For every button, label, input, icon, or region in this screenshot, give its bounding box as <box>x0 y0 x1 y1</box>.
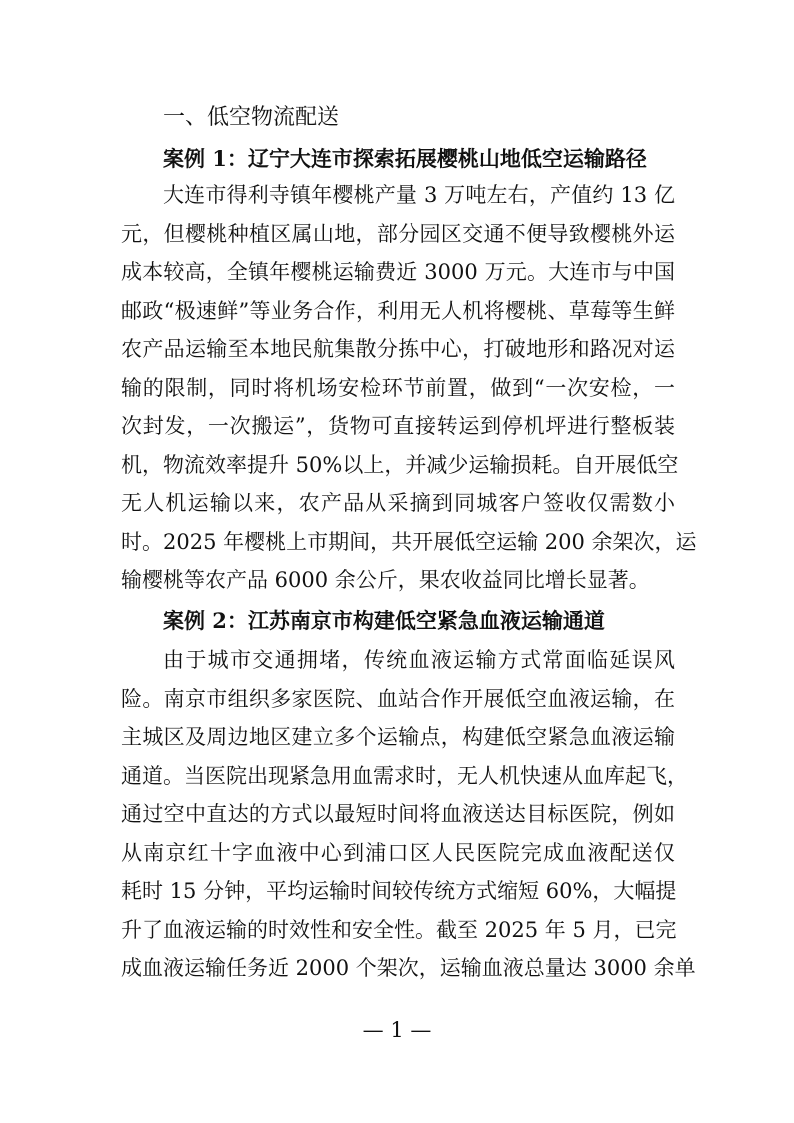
case-1-line: 成本较高，全镇年樱桃运输费近 3000 万元。大连市与中国 <box>121 260 675 284</box>
case-2-title: 案例 2：江苏南京市构建低空紧急血液运输通道 <box>163 608 605 633</box>
case-1-line: 大连市得利寺镇年樱桃产量 3 万吨左右，产值约 13 亿 <box>163 183 675 207</box>
case-2-line: 由于城市交通拥堵，传统血液运输方式常面临延误风 <box>163 648 675 672</box>
case-1-body <box>121 176 697 600</box>
section-heading: 一、低空物流配送 <box>163 105 340 130</box>
case-2-line: 成血液运输任务近 2000 个架次，运输血液总量达 3000 余单 <box>121 956 696 980</box>
page-number: — 1 — <box>362 1018 432 1042</box>
case-2-line: 通过空中直达的方式以最短时间将血液送达目标医院，例如 <box>121 802 675 826</box>
case-1-line: 次封发，一次搬运”，货物可直接转运到停机坪进行整板装 <box>121 414 675 438</box>
case-2-line: 通道。当医院出现紧急用血需求时，无人机快速从血库起飞， <box>121 763 688 788</box>
case-2-line: 升了血液运输的时效性和安全性。截至 2025 年 5 月，已完 <box>121 917 677 942</box>
case-2-line: 从南京红十字血液中心到浦口区人民医院完成血液配送仅 <box>121 840 675 865</box>
case-1-line: 时。2025 年樱桃上市期间，共开展低空运输 200 余架次，运 <box>121 529 697 554</box>
case-2-line: 主城区及周边地区建立多个运输点，构建低空紧急血液运输 <box>121 725 675 749</box>
case-1-line: 邮政“极速鲜”等业务合作，利用无人机将樱桃、草莓等生鲜 <box>121 298 675 323</box>
case-1-line: 农产品运输至本地民航集散分拣中心，打破地形和路况对运 <box>121 337 675 361</box>
case-1-line: 元，但樱桃种植区属山地，部分园区交通不便导致樱桃外运 <box>121 221 675 246</box>
case-1-line: 输的限制，同时将机场安检环节前置，做到“一次安检，一 <box>121 375 675 400</box>
case-1-line: 无人机运输以来，农产品从采摘到同城客户签收仅需数小 <box>121 491 675 515</box>
case-1-title: 案例 1：辽宁大连市探索拓展樱桃山地低空运输路径 <box>163 146 647 171</box>
case-2-line: 耗时 15 分钟，平均运输时间较传统方式缩短 60%，大幅提 <box>121 879 677 903</box>
case-1-line: 机，物流效率提升 50%以上，并减少运输损耗。自开展低空 <box>121 452 679 477</box>
case-1-line: 输樱桃等农产品 6000 余公斤，果农收益同比增长显著。 <box>121 568 650 592</box>
case-2-line: 险。南京市组织多家医院、血站合作开展低空血液运输，在 <box>121 686 675 711</box>
case-2-body <box>121 641 696 988</box>
